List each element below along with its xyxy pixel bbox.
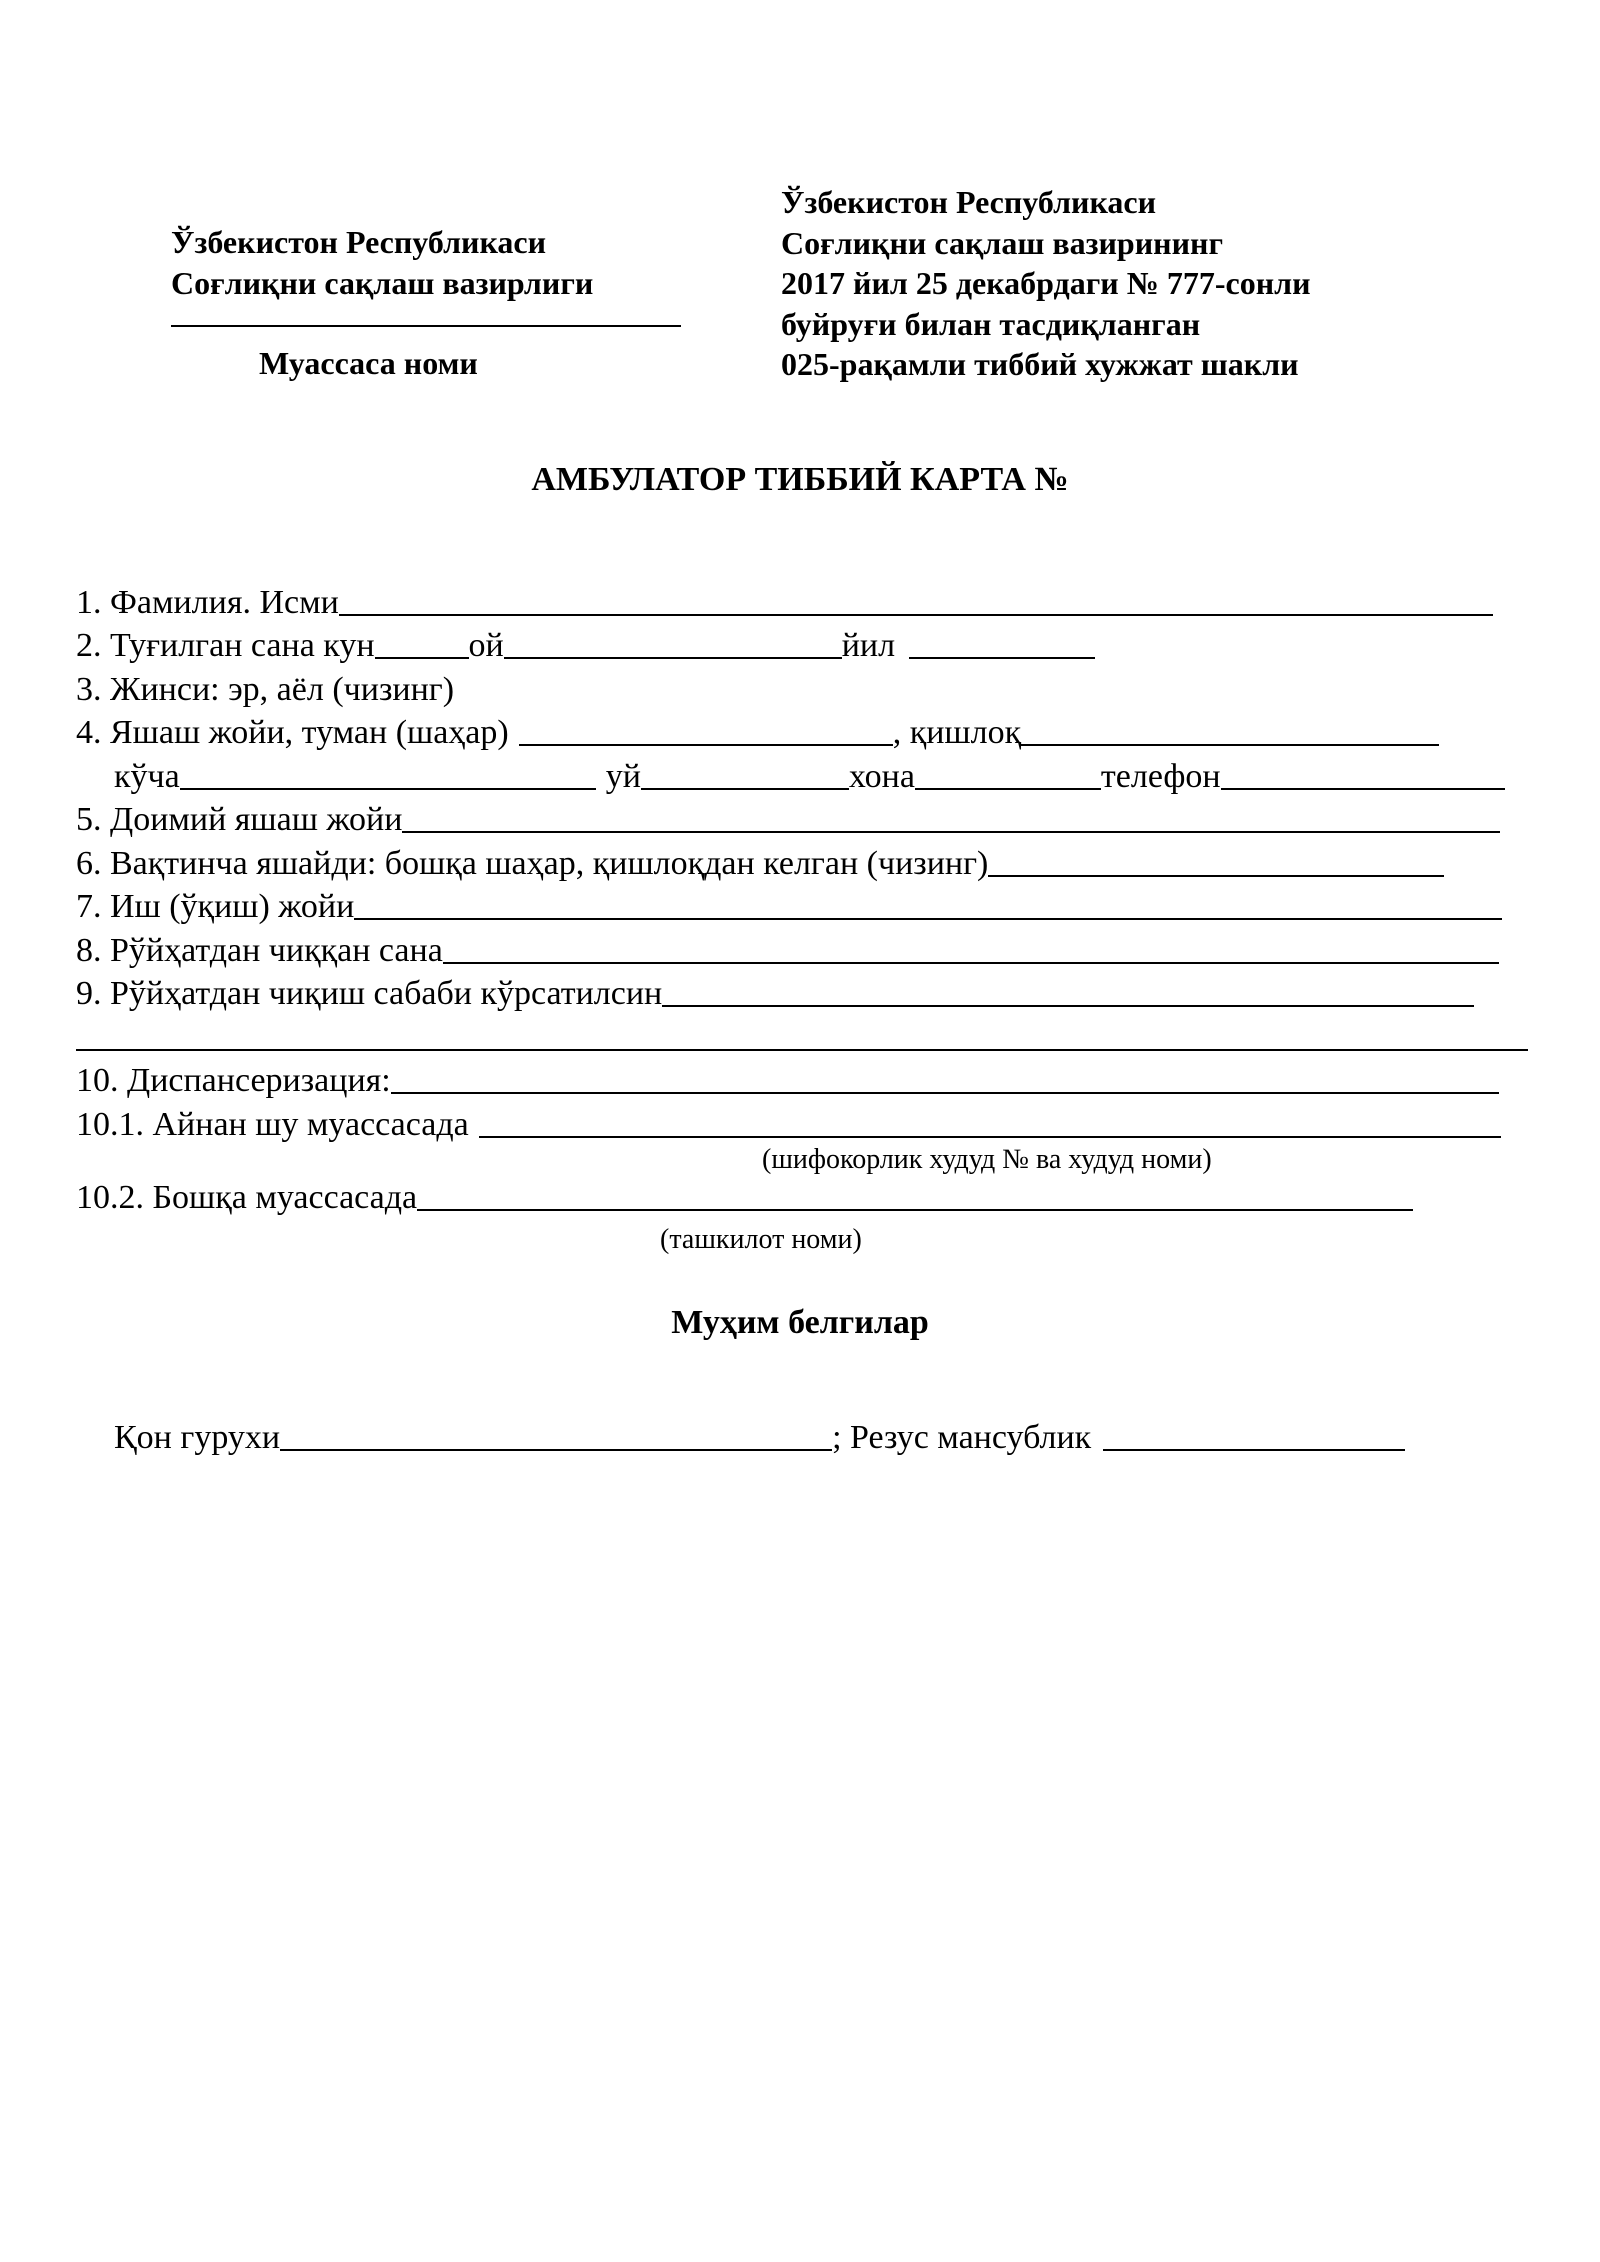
field-label-birth-date: 2. Туғилган сана кун (76, 627, 375, 664)
rhesus-label: ; Резус мансублик (832, 1418, 1092, 1456)
village-label: , қишлоқ (892, 714, 1022, 751)
deregistration-reason-blank-2[interactable] (76, 1049, 1528, 1051)
temporary-residence-blank[interactable] (988, 875, 1444, 877)
house-blank[interactable] (641, 788, 849, 790)
workplace-blank[interactable] (354, 918, 1502, 920)
institution-name-label: Муассаса номи (259, 345, 478, 381)
house-label: уй (605, 757, 641, 795)
field-row-address-details (76, 752, 1556, 796)
approval-line-4: буйруғи билан тасдиқланган (781, 305, 1201, 342)
approval-line-2: Соғлиқни сақлаш вазирининг (781, 224, 1223, 261)
field-row-permanent-residence (76, 796, 1556, 840)
field-row-address (76, 709, 1556, 753)
street-label: кўча (114, 757, 180, 795)
header-left-country: Ўзбекистон Республикаси (171, 224, 547, 260)
field-label-dispensary: 10. Диспансеризация: (76, 1062, 391, 1099)
field-row-deregistration-reason (76, 970, 1556, 1014)
phone-blank[interactable] (1221, 788, 1505, 790)
field-label-name: 1. Фамилия. Исми (76, 583, 339, 621)
deregistration-date-blank[interactable] (443, 962, 1499, 964)
approval-line-1: Ўзбекистон Республикаси (781, 184, 1157, 220)
header-right-approval (781, 182, 1501, 385)
field-row-deregistration-reason-continued (76, 1013, 1556, 1057)
dispensary-blank[interactable] (391, 1092, 1499, 1094)
document-title: АМБУЛАТОР ТИББИЙ КАРТА № (531, 461, 1069, 498)
field-label-temporary-residence[interactable]: 6. Вақтинча яшайди: бошқа шаҳар, қишлоқдан келган (чизинг) (76, 844, 989, 882)
field-label-gender[interactable]: 3. Жинси: эр, аёл (чизинг) (76, 670, 455, 708)
institution-name-blank[interactable] (171, 325, 681, 327)
birth-day-blank[interactable] (375, 657, 469, 659)
field-row-birth-date (76, 622, 1556, 666)
field-label-other-institution: 10.2. Бошқа муассасада (76, 1178, 418, 1216)
deregistration-reason-blank[interactable] (662, 1005, 1474, 1007)
birth-month-blank[interactable] (504, 657, 842, 659)
field-label-workplace: 7. Иш (ўқиш) жойи (76, 888, 355, 925)
field-label-this-institution: 10.1. Айнан шу муассасада (76, 1105, 469, 1143)
header-left-ministry: Соғлиқни сақлаш вазирлиги (171, 264, 594, 301)
field-row-deregistration-date (76, 926, 1556, 970)
street-blank[interactable] (180, 788, 596, 790)
field-label-address: 4. Яшаш жойи, туман (шаҳар) (76, 714, 509, 751)
field-row-temporary-residence (76, 839, 1556, 883)
other-institution-hint: (ташкилот номи) (660, 1224, 862, 1255)
field-row-workplace (76, 883, 1556, 927)
birth-year-label: йил (841, 627, 896, 664)
field-label-deregistration-date: 8. Рўйҳатдан чиққан сана (76, 931, 443, 969)
permanent-residence-blank[interactable] (402, 831, 1500, 833)
header-left (171, 222, 691, 384)
field-row-gender (76, 665, 1556, 709)
approval-line-3: 2017 йил 25 декабрдаги № 777-сонли (781, 265, 1311, 301)
this-institution-blank[interactable] (479, 1136, 1501, 1138)
patient-form (76, 578, 1556, 1144)
name-blank[interactable] (339, 614, 1493, 616)
blood-group-label: Қон гурухи (114, 1418, 281, 1456)
field-row-name (76, 578, 1556, 622)
village-blank[interactable] (1021, 744, 1439, 746)
approval-line-5: 025-рақамли тиббий хужжат шакли (781, 346, 1299, 382)
this-institution-hint: (шифокорлик худуд № ва худуд номи) (762, 1144, 1212, 1175)
field-row-other-institution (76, 1173, 1456, 1217)
field-row-dispensary (76, 1057, 1556, 1101)
field-label-deregistration-reason: 9. Рўйҳатдан чиқиш сабаби кўрсатилсин (76, 975, 663, 1012)
phone-label: телефон (1100, 757, 1221, 795)
blood-group-blank[interactable] (280, 1449, 832, 1451)
district-blank[interactable] (519, 744, 893, 746)
blood-info-row (114, 1413, 1454, 1457)
field-label-permanent-residence: 5. Доимий яшаш жойи (76, 801, 403, 838)
birth-month-label: ой (468, 627, 504, 664)
room-blank[interactable] (915, 788, 1101, 790)
field-row-this-institution (76, 1100, 1556, 1144)
other-institution-blank[interactable] (417, 1209, 1413, 1211)
birth-year-blank[interactable] (909, 657, 1095, 659)
room-label: хона (848, 757, 915, 795)
section-title-important-marks: Муҳим белгилар (671, 1304, 929, 1341)
rhesus-blank[interactable] (1103, 1449, 1405, 1451)
